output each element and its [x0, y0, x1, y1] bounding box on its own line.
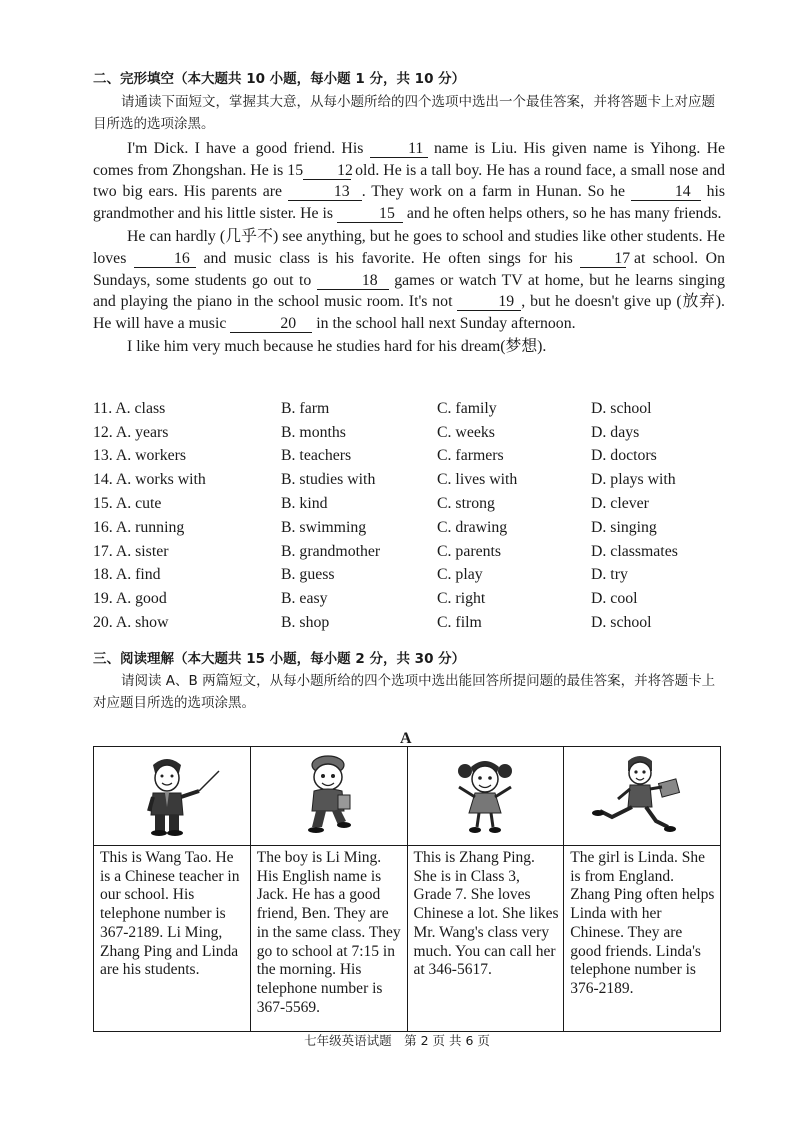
- cloze-passage: [93, 138, 725, 358]
- option-b: B. grandmother: [281, 542, 381, 560]
- passage-text: and he often helps others, so he has many friends.: [406, 204, 722, 222]
- passage-text: games or watch TV at home, but he learns singing and playing the piano in the school music room. It's not: [93, 271, 726, 311]
- option-d: D. doctors: [591, 447, 657, 465]
- passage-text: and music class is his favorite. He often sings for his: [203, 249, 573, 267]
- option-b: B. shop: [281, 614, 330, 632]
- option-c: C. parents: [437, 542, 502, 560]
- option-row-11: [93, 397, 733, 421]
- teacher-illustration: [117, 751, 227, 837]
- option-c: C. drawing: [437, 518, 508, 536]
- option-a: 20. A. show: [93, 614, 169, 632]
- card-linda: The girl is Linda. She is from England. Zhang Ping often helps Linda with her Chinese. They are good friends. Linda's telephone number is 376-2189.: [564, 846, 721, 1032]
- option-row-13: [93, 445, 733, 469]
- options-list: [93, 397, 733, 635]
- option-row-19: [93, 587, 733, 611]
- picture-cell-running-girl: [564, 747, 721, 846]
- option-d: D. plays with: [591, 471, 676, 489]
- option-c: C. film: [437, 614, 482, 632]
- picture-cell-boy: [250, 747, 407, 846]
- option-row-12: [93, 421, 733, 445]
- option-c: C. farmers: [437, 447, 504, 465]
- blank-20: 20: [230, 316, 312, 333]
- info-table: [93, 746, 721, 1032]
- blank-18: 18: [317, 273, 389, 290]
- option-b: B. teachers: [281, 447, 352, 465]
- card-li-ming: The boy is Li Ming. His English name is Jack. He has a good friend, Ben. They are in the same class. They go to school at 7:15 in the morning. His telephone number is 367-5569.: [250, 846, 407, 1032]
- girl-illustration: [435, 751, 535, 837]
- card-wang-tao: This is Wang Tao. He is a Chinese teacher in our school. His telephone number is 367-2189. Li Ming, Zhang Ping and Linda are his students.: [94, 846, 251, 1032]
- passage-text: old. He is a tall boy. He has a round face, a small nose and two big ears. His parents are: [93, 161, 725, 201]
- option-c: C. play: [437, 566, 483, 584]
- option-d: D. cool: [591, 590, 638, 608]
- option-b: B. kind: [281, 495, 328, 513]
- blank-12: 12: [303, 163, 351, 180]
- card-zhang-ping: This is Zhang Ping. She is in Class 3, Grade 7. She loves Chinese a lot. She likes Mr. Wang's class very much. You can call her at 346-5617.: [407, 846, 564, 1032]
- passage-paragraph-2: [93, 226, 725, 334]
- passage-text: , but he doesn't give up (放弃). He will have a music: [93, 293, 726, 332]
- option-row-17: [93, 540, 733, 564]
- section-3-instruction: 请阅读 A、B 两篇短文，从每小题所给的四个选项中选出能回答所提问题的最佳答案，并将答题卡上对应题目所选的选项涂黑。: [93, 673, 716, 711]
- blank-16: 16: [134, 251, 196, 268]
- option-a: 19. A. good: [93, 590, 167, 608]
- option-c: C. family: [437, 399, 497, 417]
- option-row-20: [93, 611, 733, 635]
- option-d: D. clever: [591, 495, 649, 513]
- section-3-title: 三、阅读理解（本大题共 15 小题，每小题 2 分，共 30 分）: [93, 651, 466, 667]
- option-c: C. right: [437, 590, 486, 608]
- option-row-14: [93, 468, 733, 492]
- option-d: D. school: [591, 614, 652, 632]
- blank-15: 15: [337, 206, 403, 223]
- picture-row: [94, 747, 721, 846]
- blank-19: 19: [457, 294, 521, 311]
- passage-text: . They work on a farm in Hunan. So he: [361, 183, 625, 201]
- blank-13: 13: [288, 184, 362, 201]
- option-a: 12. A. years: [93, 423, 169, 441]
- passage-text: I'm Dick. I have a good friend. His: [127, 140, 364, 157]
- option-d: D. days: [591, 423, 640, 441]
- option-row-18: [93, 564, 733, 588]
- option-b: B. swimming: [281, 518, 367, 536]
- boy-illustration: [284, 751, 374, 837]
- picture-cell-teacher: [94, 747, 251, 846]
- option-a: 18. A. find: [93, 566, 161, 584]
- passage-paragraph-3: I like him very much because he studies hard for his dream(梦想).: [127, 338, 547, 356]
- option-a: 14. A. works with: [93, 471, 206, 489]
- option-d: D. singing: [591, 518, 657, 536]
- passage-text: name is Liu. His given name is Yihong. He comes from Zhongshan. He is 15: [93, 140, 726, 179]
- passage-text: He can hardly (几乎不) see anything, but he goes to school and studies like other students. He loves: [93, 228, 725, 267]
- option-d: D. try: [591, 566, 628, 584]
- blank-11: 11: [370, 141, 428, 158]
- option-row-16: [93, 516, 733, 540]
- option-b: B. guess: [281, 566, 335, 584]
- page-footer: 七年级英语试题 第 2 页 共 6 页: [304, 1033, 490, 1048]
- option-b: B. farm: [281, 399, 330, 417]
- passage-text: at school. On Sundays, some students go out to: [93, 249, 725, 289]
- option-d: D. classmates: [591, 542, 678, 560]
- option-a: 13. A. workers: [93, 447, 187, 465]
- option-c: C. lives with: [437, 471, 518, 489]
- option-c: C. strong: [437, 495, 495, 513]
- option-b: B. easy: [281, 590, 328, 608]
- passage-text: in the school hall next Sunday afternoon.: [316, 314, 576, 332]
- section-2-instruction: 请通读下面短文，掌握其大意，从每小题所给的四个选项中选出一个最佳答案，并将答题卡上对应题目所选的选项涂黑。: [93, 94, 715, 132]
- passage-text: his grandmother and his little sister. He is: [93, 183, 725, 222]
- text-row: [94, 846, 721, 1032]
- option-b: B. studies with: [281, 471, 376, 489]
- blank-14: 14: [631, 184, 701, 201]
- blank-17: 17: [580, 251, 626, 268]
- option-a: 16. A. running: [93, 518, 185, 536]
- part-a-label: A: [400, 730, 412, 747]
- option-a: 17. A. sister: [93, 542, 169, 560]
- option-c: C. weeks: [437, 423, 495, 441]
- option-a: 15. A. cute: [93, 495, 162, 513]
- passage-paragraph-1: [93, 138, 725, 224]
- section-2-title: 二、完形填空（本大题共 10 小题，每小题 1 分，共 10 分）: [93, 71, 466, 87]
- option-d: D. school: [591, 399, 652, 417]
- option-a: 11. A. class: [93, 399, 166, 417]
- picture-cell-girl: [407, 747, 564, 846]
- running-girl-illustration: [582, 751, 702, 837]
- option-row-15: [93, 492, 733, 516]
- option-b: B. months: [281, 423, 346, 441]
